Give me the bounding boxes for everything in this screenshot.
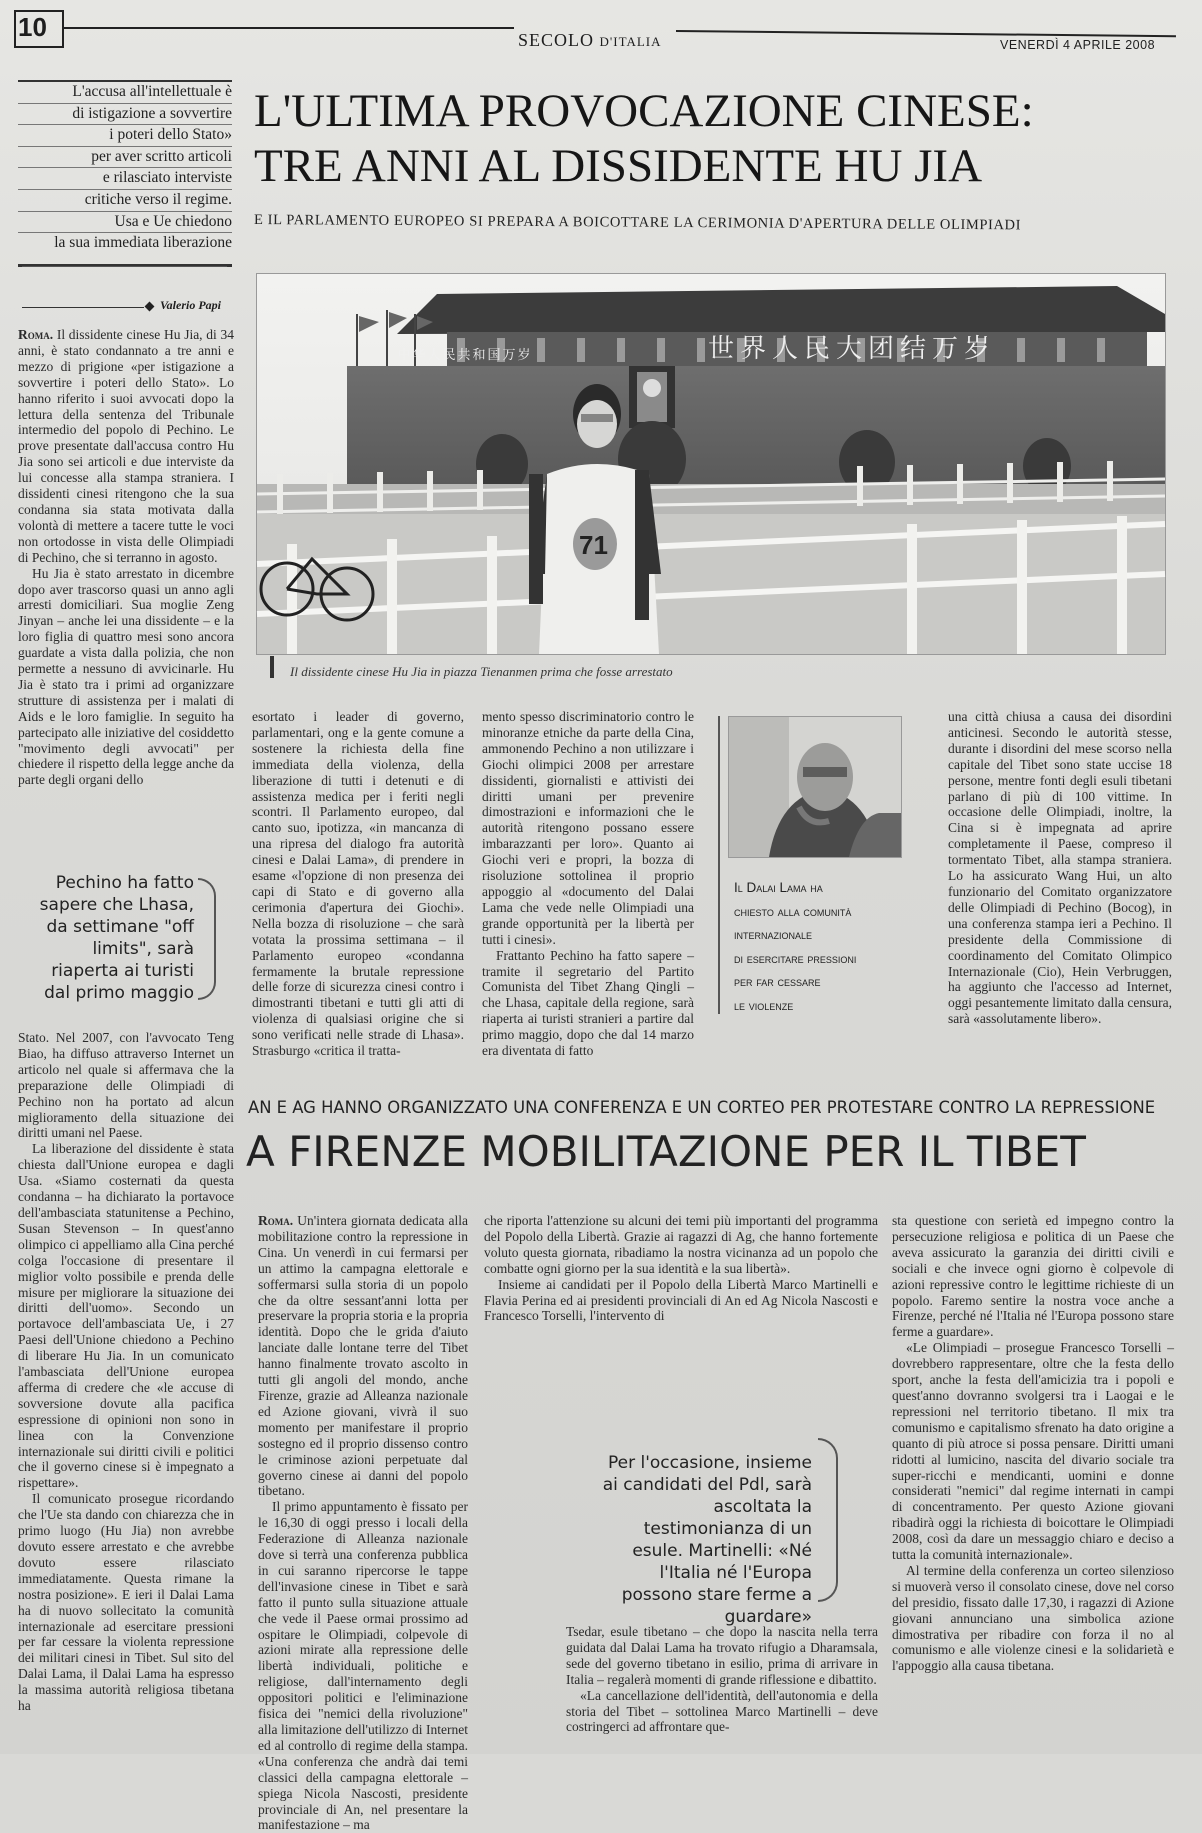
kicker-line: L'accusa all'intellettuale è [18,82,232,104]
story1-column-1-continued [18,1030,234,1748]
paragraph: Hu Jia è stato arrestato in dicembre dopo aver trascorso quasi un anno agli arresti domiciliari. Sua moglie Zeng Jinyan – anche lei una dissidente – e la loro figlia di quattro mesi sono ancora guardate a vista dalla polizia, che non permette a nessuno di avvicinarle. Hu Jia è stato tra i primi ad organizzare strutture di assistenza per i malati di Aids e le loro famiglie. In seguito ha partecipato alle iniziative del cosiddetto "movimento degli avvocati" per chiedere il rispetto della legge anche da parte degli organi dello [18,565,234,788]
story2-column-2 [484,1213,878,1383]
caption-line: di esercitare pressioni [734,950,857,966]
photo-banner-right: 世界人民大团结万岁 [707,334,996,364]
caption-line: per far cessare [734,974,821,989]
story2-kicker: AN E AG HANNO ORGANIZZATO UNA CONFERENZA E UN CORTEO PER PROTESTARE CONTRO LA REPRESSIONE [248,1098,1156,1117]
story2-headline: A FIRENZE MOBILITAZIONE PER IL TIBET [246,1127,1086,1176]
dateline: Roma. [18,327,54,342]
story1-headline [254,84,1184,194]
caption-line: le violenze [734,997,794,1013]
story2-column-1 [258,1213,469,1833]
paragraph [18,327,234,566]
paragraph [258,1213,468,1499]
paragraph: Il comunicato prosegue ricordando che l'Ue sta dando con chiarezza che in primo luogo (Hu Jia) non avrebbe dovuto essere arrestato e che avrebbe dovuto essere rilasciato immediatamente. Questa rimane la nostra posizione». E ieri il Dalai Lama ha di nuovo sollecitato la comunità internazionale ad esercitare pressioni per far cessare la violenta repressione dei militari cinesi in Tibet. Sul sito del Dalai Lama, il Dalai Lama ha espresso la massima autorità religiosa tibetana ha [18,1491,234,1714]
main-photo [256,273,1166,655]
kicker-line: Usa e Ue chiedono [18,212,232,234]
headline-line-2: TRE ANNI AL DISSIDENTE HU JIA [254,140,983,192]
paragraph: «La cancellazione dell'identità, dell'autonomia e della storia del Tibet – sottolinea Marco Martinelli – deve costringerci ad affrontare que- [566,1687,878,1735]
pullquote-brace [198,878,216,1000]
byline-diamond [145,302,155,312]
pullquote-brace-right [818,1438,838,1602]
paragraph: Frattanto Pechino ha fatto sapere – tramite il segretario del Partito Comunista del Tibet Zhang Qingli – che Lhasa, capitale della regione, sarà riaperta ai turisti stranieri a partire dal primo maggio, dopo che dal 14 marzo era diventata di fatto [482,947,694,1059]
pullquote-martinelli: Per l'occasione, insieme ai candidati del Pdl, sarà ascoltata la testimonianza di un esule. Martinelli: «Né l'Italia né l'Europa possono stare ferme a guardare» [602,1453,812,1627]
caption-line: internazionale [734,927,813,942]
paragraph: Il primo appuntamento è fissato per le 16,30 di oggi presso i locali della Federazione di Alleanza nazionale dove si terrà una conferenza pubblica in cui saranno ripercorse le tappe dell'invasione cinese in Tibet e sarà fatto il punto sulla situazione attuale che vede il Paese ormai prossimo ad ospitare le Olimpiadi, colpevole di azioni mirate alla repressione delle libertà individuali, politiche e religiose, dall'internamento degli oppositori politici e l'eliminazione fisica dei "nemici della rivoluzione" alla limitazione dell'utilizzo di Internet ed al controllo di regime della stampa. «Una conferenza che andrà dai temi classici della campagna elettorale – spiega Nicola Nascosti, presidente provinciale di An, nel presentare la manifestazione – ma [258,1499,468,1833]
photo-banner-left: 中华人民共和国万岁 [397,348,533,363]
paragraph: che riporta l'attenzione su alcuni dei temi più importanti del programma del Popolo della Libertà. Grazie ai ragazzi di Ag, che hanno fortemente voluto questa giornata, ribadiamo la nostra vicinanza ad un popolo che combatte ogni giorno per la sua identità e la sua libertà». [484,1213,878,1276]
byline-rule [22,307,144,308]
kicker-line: la sua immediata liberazione [54,234,232,252]
headline-line-1: L'ULTIMA PROVOCAZIONE CINESE: [254,85,1034,137]
story1-column-5 [948,709,1172,1064]
story1-column-2 [252,709,464,1064]
photo-caption-bar [270,656,274,678]
story1-column-1 [18,327,234,872]
dateline: Roma. [258,1213,294,1228]
kicker-line: critiche verso il regime. [18,190,232,212]
paragraph: La liberazione del dissidente è stata chiesta dall'Unione europea e dagli Usa. «Siamo costernati da questa condanna – ha dichiarato la portavoce dell'ambasciata statunitense a Pechino, Susan Stevenson – In quest'anno olimpico ci appelliamo alla Cina perché colga l'occasione di presentare il miglior volto possibile e prenda delle misure per migliorare la situazione dei diritti dell'uomo». Secondo un portavoce dell'ambasciata Ue, i 27 Paesi dell'Unione chiedono a Pechino di liberare Hu Jia. In un comunicato l'ambasciata dell'Unione europea afferma di credere che «le accuse di sovversione dovute alla pacifica espressione di opinioni non sono in linea con la Convenzione internazionale sui diritti civili e politici che il governo cinese si è impegnato a rispettare». [18,1141,234,1491]
story2-column-2-continued [566,1624,878,1748]
paragraph: mento spesso discriminatorio contro le minoranze etniche da parte della Cina, ammonendo Pechino a non utilizzare i Giochi olimpici 2008 per arrestare dissidenti, giornalisti e attivisti dei diritti umani per prevenire dimostrazioni e informazioni che le autorità ritengono possano essere imbarazzanti per loro». Quanto ai Giochi veri e propri, la bozza di risoluzione sottolinea il proprio appoggio al «documento del Dalai Lama che vede nelle Olimpiadi una grande opportunità per la libertà per tutti i cinesi». [482,709,694,947]
paragraph-text: Un'intera giornata dedicata alla mobilitazione contro la repressione in Cina. Un venerdì in cui fermarsi per un attimo la campagna elettorale e soffermarsi sulla storia di un popolo che da oltre sessant'anni lotta per preservare la propria storia e la propria identità. Dopo che le grida d'aiuto lanciate dalle lontane terre del Tibet hanno finalmente trovato ascolto in tutti gli angoli del mondo, anche Firenze, grazie ad Alleanza nazionale ed Azione giovani, vivrà il suo momento per manifestare il proprio sostegno ed il proprio dissenso contro le criminose azioni perpetuate dal governo cinese ai danni del popolo tibetano. [258,1213,469,1499]
paragraph: esortato i leader di governo, parlamentari, ong e la gente comune a sostenere la richiesta della fine immediata della violenza, della liberazione di tutti i detenuti e di assistenza medica per i feriti negli scontri. Il Parlamento europeo, dal canto suo, ipotizza, «in mancanza di una ripresa del dialogo fra autorità cinesi e Dalai Lama», di prendere in esame «l'opzione di non presenza dei capi di Stato e di governo alla cerimonia d'apertura dei Giochi». Nella bozza di risoluzione – che sarà votata la prossima settimana – il Parlamento europeo «condanna fermamente la brutale repressione delle forze di sicurezza cinesi contro i dimostranti tibetani e tutti gli atti di violenza di qualsiasi origine che si sono verificati nelle strade di Lhasa». Strasburgo «critica il tratta- [252,709,464,1059]
paper-name-main: SECOLO [518,30,595,50]
paragraph: «Le Olimpiadi – prosegue Francesco Torselli – dovrebbero rappresentare, oltre che la festa dello sport, anche la festa dell'amicizia tra i popoli e quest'anno dovranno svolgersi tra i Laogai e le repressioni nel territorio tibetano. Il mix tra comunismo e capitalismo sfrenato ha dato origine a quanto di più atroce si possa pensare. Diritti umani ridotti al lumicino, nascita del divario sociale tra super-ricchi e mendicanti, uomini e donne considerati "nemici" dal regime internati in campi di concentramento. Per questo Azione giovani ribadirà oggi la richiesta di boicottare le Olimpiadi 2008, così da dare un messaggio chiaro e deciso a tutta la comunità internazionale». [892,1340,1174,1563]
caption-line: Il Dalai Lama ha [734,880,823,895]
story1-subheadline: E IL PARLAMENTO EUROPEO SI PREPARA A BOICOTTARE LA CERIMONIA D'APERTURA DELLE OLIMPIADI [253,212,1022,234]
masthead-rule-left [62,27,514,29]
dalai-caption-bar [718,716,720,1014]
issue-date: VENERDÌ 4 APRILE 2008 [1000,38,1156,52]
paper-name-suffix: D'ITALIA [599,34,662,49]
paragraph: Stato. Nel 2007, con l'avvocato Teng Biao, ha diffuso attraverso Internet un articolo nel quale si affermava che la preparazione delle Olimpiadi di Pechino non ha portato ad alcun miglioramento della situazione dei diritti umani nel Paese. [18,1030,234,1141]
dalai-lama-caption [734,876,904,1017]
dalai-lama-photo [728,716,902,858]
paragraph: Al termine della conferenza un corteo silenzioso si muoverà verso il consolato cinese, dove nel corso del presidio, fissato dalle 17,30, i ragazzi di Azione giovani annunciano una simbolica azione dimostrativa per ribadire con forza il no al comunismo e alle violenze cinesi e la solidarietà e l'appoggio alla causa tibetana. [892,1562,1174,1674]
kicker-line: i poteri dello Stato» [18,125,232,147]
kicker-line: di istigazione a sovvertire [18,104,232,126]
kicker-line: per aver scritto articoli [18,147,232,169]
paper-name [518,30,662,51]
pullquote-lhasa: Pechino ha fatto sapere che Lhasa, da settimane "off limits", sarà riaperta ai turisti dal primo maggio [39,873,194,1003]
photo-dalai-lama [729,717,901,857]
photo-shirt-number: 71 [579,530,608,560]
page-number-text: 10 [18,12,47,42]
caption-line: chiesto alla comunità [734,903,852,919]
paragraph: Insieme ai candidati per il Popolo della Libertà Marco Martinelli e Flavia Perina ed ai presidenti provinciali di An ed Ag Nicola Nascosti e Francesco Torselli, l'intervento di [484,1276,878,1324]
paragraph: una città chiusa a causa dei disordini anticinesi. Secondo le autorità stesse, durante i disordini del mese scorso nella capitale del Tibet sono state uccise 18 persone, mentre fonti degli esuli tibetani parlano di più di 100 vittime. In occasione delle Olimpiadi, inoltre, la Cina si è impegnata ad aprire completamente il Paese, compreso il tormentato Tibet, alla stampa straniera. Lo ha assicurato Wang Hui, un alto funzionario del Comitato organizzatore delle Olimpiadi di Pechino (Bocog), in una conferenza stampa ieri a Pechino. Il presidente della Commissione di coordinamento del Comitato Olimpico Internazionale (Cio), Hein Verbruggen, ha aggiunto che l'accesso ad Internet, oggi pesantemente limitato dalla censura, sarà «assolutamente libero». [948,709,1172,1027]
story2-column-3 [892,1213,1174,1748]
kicker-box-rule [22,266,227,267]
kicker-line: e rilasciato interviste [18,168,232,190]
story1-column-3 [482,709,694,1064]
masthead-rule-right [676,30,1176,37]
paragraph: Tsedar, esule tibetano – che dopo la nascita nella terra guidata dal Dalai Lama ha trovato rifugio a Dharamsala, sede del governo tibetano in esilio, prima di arrivare in Italia – regalerà momenti di grande riflessione e dibattito. [566,1624,878,1687]
story1-kicker [18,82,232,254]
photo-caption: Il dissidente cinese Hu Jia in piazza Tienanmen prima che fosse arrestato [290,664,673,679]
paragraph-text: Il dissidente cinese Hu Jia, di 34 anni, è stato condannato a tre anni e mezzo di prigione «per istigazione a sovvertire i poteri dello Stato». Lo hanno riferito i suoi avvocati dopo la lettura della sentenza del Tribunale intermedio del popolo di Pechino. Le prove presentate dall'accusa contro Hu Jia sono sei articoli e due interviste da lui concesse alla stampa straniera. I dissidenti cinesi ritengono che la sua condanna sia stata motivata dalla volontà di mettere a tacere tutte le voci non ortodosse in vista delle Olimpiadi di Pechino, che si terranno in agosto. [18,327,234,565]
byline: Valerio Papi [160,298,222,312]
paragraph: sta questione con serietà ed impegno contro la persecuzione religiosa e politica di un Paese che aveva assicurato la garanzia dei diritti civili e sociali e che invece ogni giorno è colpevole di azioni repressive contro le legittime richieste di un popolo. Faremo sentire la nostra voce anche a Firenze, perché né l'Italia né l'Europa possono stare ferme a guardare». [892,1213,1174,1340]
